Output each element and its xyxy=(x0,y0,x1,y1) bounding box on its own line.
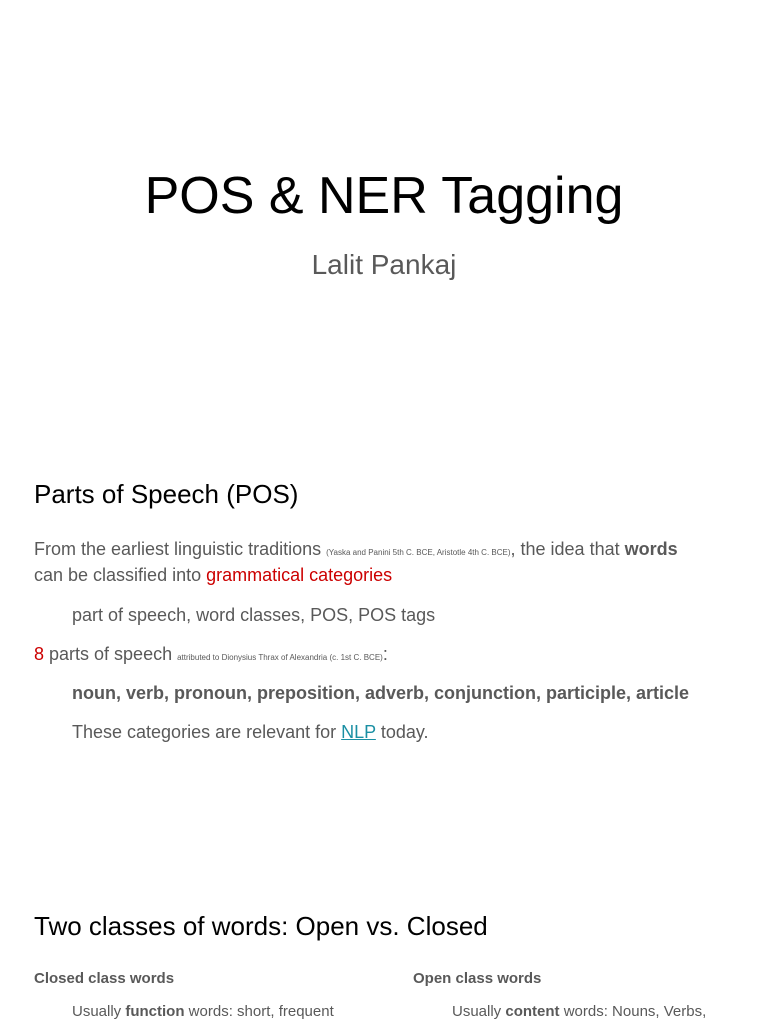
text: today. xyxy=(375,722,429,742)
paragraph-line-parts-of-speech xyxy=(34,643,388,669)
parts-of-speech-list: noun, verb, pronoun, preposition, adverb, conjunction, participle, article xyxy=(72,683,690,703)
emphasis-text: function xyxy=(125,1003,185,1020)
text: can be classified into xyxy=(34,565,207,585)
text: words: Nouns, Verbs, xyxy=(559,1003,707,1020)
emphasis-text: words xyxy=(624,539,678,559)
closed-class-label: Closed class words xyxy=(34,970,175,987)
paragraph-line-2 xyxy=(34,564,392,586)
title-slide xyxy=(0,0,768,432)
relevance-line xyxy=(72,721,429,743)
emphasis-text: content xyxy=(505,1003,560,1020)
pos-slide xyxy=(0,432,768,864)
presentation-title: POS & NER Tagging xyxy=(144,167,624,225)
footnote-text: (Yaska and Panini 5th C. BCE, Aristotle 4th C. BCE) xyxy=(326,548,511,557)
open-class-line xyxy=(452,1003,706,1020)
footnote-text: attributed to Dionysius Thrax of Alexandria (c. 1st C. BCE) xyxy=(177,653,383,662)
text: These categories are relevant for xyxy=(72,722,342,742)
text: Usually xyxy=(452,1003,506,1020)
closed-class-line xyxy=(72,1003,334,1020)
count-number: 8 xyxy=(34,644,45,664)
text: parts of speech xyxy=(44,644,178,664)
text: From the earliest linguistic traditions xyxy=(34,539,327,559)
nlp-link[interactable]: NLP xyxy=(341,722,376,742)
open-closed-slide xyxy=(0,864,768,1024)
highlight-text: grammatical categories xyxy=(206,565,393,585)
indented-line-pos-terms: part of speech, word classes, POS, POS tags xyxy=(72,605,436,625)
text: , the idea that xyxy=(510,539,625,559)
paragraph-line-1 xyxy=(34,538,678,564)
text: words: short, frequent xyxy=(184,1003,334,1020)
text: : xyxy=(382,644,388,664)
open-class-label: Open class words xyxy=(413,970,542,987)
slide-heading: Two classes of words: Open vs. Closed xyxy=(34,911,488,941)
slide-heading: Parts of Speech (POS) xyxy=(34,479,299,509)
author-name: Lalit Pankaj xyxy=(311,249,457,280)
text: Usually xyxy=(72,1003,126,1020)
